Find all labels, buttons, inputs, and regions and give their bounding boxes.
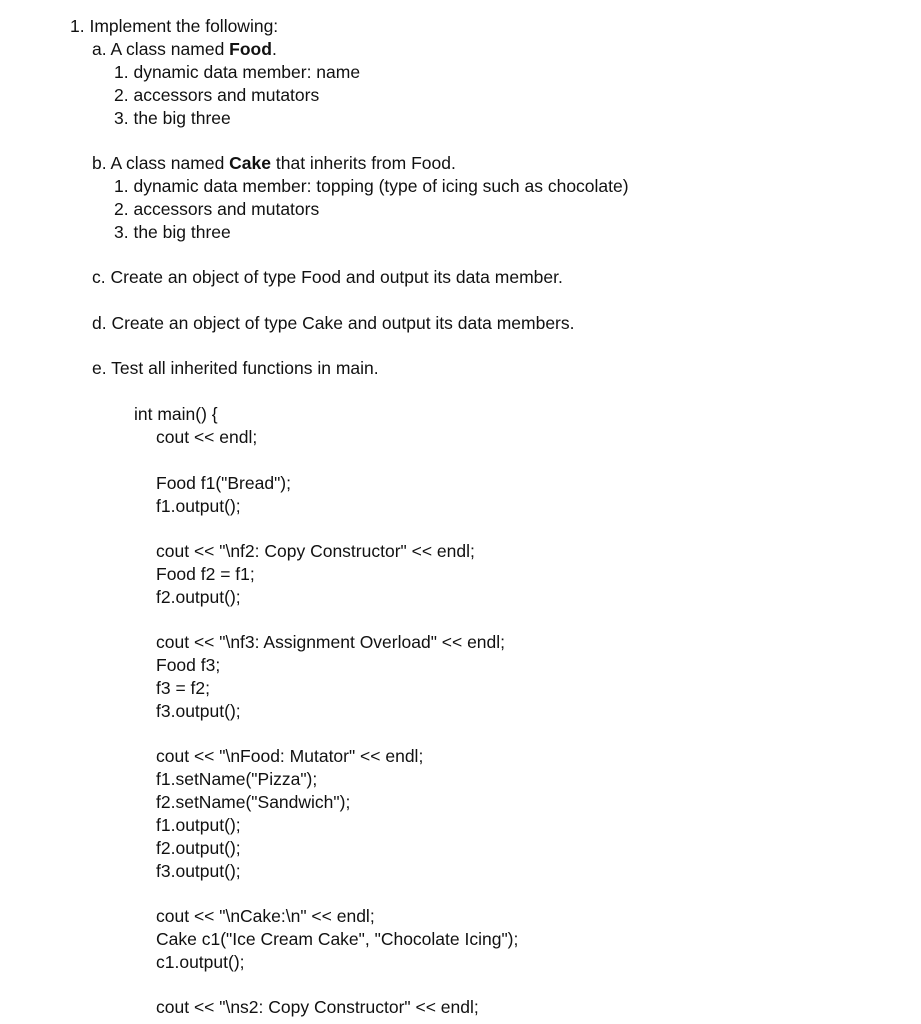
code-line: f2.output(); <box>156 587 241 607</box>
part-b-item: 2. accessors and mutators <box>114 199 320 219</box>
code-line: Food f3; <box>156 655 221 675</box>
part-c: c. Create an object of type Food and output its data member. <box>92 267 563 287</box>
code-line: c1.output(); <box>156 952 245 972</box>
code-line: cout << "\nf2: Copy Constructor" << endl; <box>156 541 475 561</box>
part-b-item: 1. dynamic data member: topping (type of icing such as chocolate) <box>114 176 629 196</box>
part-b-prefix: b. A class named <box>92 153 230 173</box>
code-line: f1.setName("Pizza"); <box>156 769 318 789</box>
part-b-item: 3. the big three <box>114 222 231 242</box>
part-a-item: 2. accessors and mutators <box>114 85 320 105</box>
part-b-suffix: that inherits from Food. <box>271 153 456 173</box>
code-line: f2.output(); <box>156 838 241 858</box>
code-line: Food f2 = f1; <box>156 564 255 584</box>
code-line: cout << "\nCake:\n" << endl; <box>156 906 375 926</box>
part-b-class-name: Cake <box>229 153 272 173</box>
part-b-title <box>92 152 456 174</box>
part-a-class-name: Food <box>229 39 272 59</box>
code-line: f3 = f2; <box>156 678 210 698</box>
code-line: f1.output(); <box>156 815 241 835</box>
code-line: cout << "\nFood: Mutator" << endl; <box>156 746 424 766</box>
heading: 1. Implement the following: <box>70 16 279 36</box>
code-main-open: int main() { <box>134 404 218 424</box>
part-a-title <box>92 38 277 60</box>
code-line: f2.setName("Sandwich"); <box>156 792 351 812</box>
code-line: f1.output(); <box>156 496 241 516</box>
code-line: Cake c1("Ice Cream Cake", "Chocolate Icing"); <box>156 929 519 949</box>
part-a-item: 1. dynamic data member: name <box>114 62 361 82</box>
part-d: d. Create an object of type Cake and output its data members. <box>92 313 575 333</box>
code-line: cout << "\nf3: Assignment Overload" << endl; <box>156 632 506 652</box>
code-line: cout << "\ns2: Copy Constructor" << endl; <box>156 997 479 1017</box>
part-a-suffix: . <box>271 39 277 59</box>
part-e: e. Test all inherited functions in main. <box>92 358 379 378</box>
part-a-item: 3. the big three <box>114 108 231 128</box>
code-line: cout << endl; <box>156 427 258 447</box>
part-a-prefix: a. A class named <box>92 39 230 59</box>
code-line: f3.output(); <box>156 861 241 881</box>
code-line: f3.output(); <box>156 701 241 721</box>
code-line: Food f1("Bread"); <box>156 473 291 493</box>
